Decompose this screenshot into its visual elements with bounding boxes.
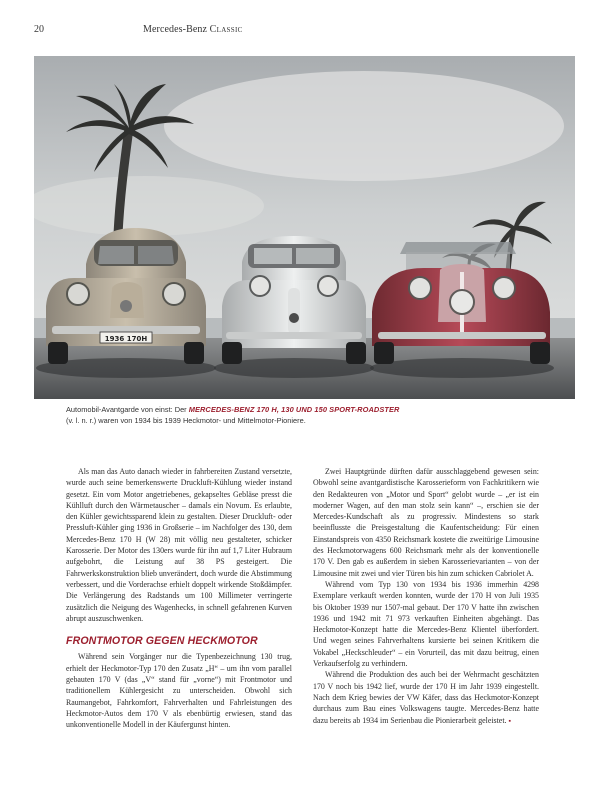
photo-caption [66,404,546,426]
article-column-right [313,466,539,727]
magazine-title-prefix: Mercedes-Benz [143,24,210,35]
end-mark-icon: ▪ [508,716,511,725]
page-number: 20 [34,24,44,35]
paragraph: Während vom Typ 130 von 1934 bis 1936 immerhin 4298 Exemplare verkauft werden konnten, wurde der 170 H von Juli 1935 bis Oktober 1939 nur 1507-mal gebaut. Der 170 V hatte ihn zwischen 1936 und 1942 mit 71 973 verkauften Einheiten abgehängt. Das Heckmotor-Konzept hatte die Mercedes-Benz Klientel überfordert. Und wegen seines Fahrverhaltens kursierte bei seinen Kritikern die Vokabel „Heckschleuder“ – ein Vorurteil, das mit dazu beitrug, einen Verkaufserfolg zu verhindern. [313,579,539,669]
license-plate: 1936 170H [104,335,148,343]
page-header [0,24,609,38]
paragraph: Als man das Auto danach wieder in fahrbereiten Zustand versetzte, wurde auch seine bemerkenswerte Druckluft-Kühlung wieder instand gesetzt. Ein vom Motor angetriebenes, gekapseltes Gebläse presst die Kühlluft durch den Wärmetauscher – damals ein Novum. Es erlaubte, den Kühler gewichtssparend klein zu gestalten. Dieser Druckluft- oder Pressluft-Kühler ging 1936 in Großserie – im Nachfolger des 130, dem Mercedes-Benz 170 H (W 28) mit völlig neu gestalteter, schicker Karosserie. Der Motor des 130ers wurde für ihn auf 1,7 Liter Hubraum aufgebohrt, die Leistung auf 38 PS gesteigert. Die Fahrwerkskonstruktion blieb unverändert, doch wurde die Abstimmung verbessert, und die Vorderachse erhielt doppelt wirkende Stoßdämpfer. Die Verlängerung des Radstands um 100 Millimeter verringerte zusätzlich die Neigung des Wagenhecks, in schnell gefahrenen Kurven abrupt auszuschwenken. [66,467,292,623]
magazine-title-suffix: Classic [209,24,243,35]
article-column-left [66,466,292,731]
vintage-cars-photo [34,56,575,399]
paragraph: Zwei Hauptgründe dürften dafür ausschlaggebend gewesen sein: Obwohl seine avantgardistische Karosserieform von Fachkritikern wie den Redakteuren von „Motor und Sport“ gelobt wurde – „er ist ein moderner Wagen, auf den man stolz sein kann“ –, erschien sie der Mercedes-Kundschaft als zu progressiv. Mindestens so stark beeinflusste die Preisgestaltung die Kaufentscheidung: Für einen Einstandspreis von 4350 Reichsmark kostete die zweitürige Limousine des Heckmotorwagens 600 Reichsmark mehr als der konventionelle 170 V. Den gab es außerdem in sieben Karosserievarianten – von der Limousine mit zwei und vier Türen bis hin zum schicken Cabriolet A. [313,467,539,578]
paragraph-final [313,669,539,726]
caption-tail: (v. l. n. r.) waren von 1934 bis 1939 Heckmotor- und Mittelmotor-Pioniere. [66,416,306,425]
paragraph: Während sein Vorgänger nur die Typenbezeichnung 130 trug, erhielt der Heckmotor-Typ 170 den Zusatz „H“ – um ihn vom parallel gebauten 170 V (das „V“ stand für „vorne“) mit Frontmotor und traditionellem Kühlergesicht zu unterscheiden. Obwohl sich Raumangebot, Fahrkomfort, Fahrverhalten und Fahrleistungen des Heckmotor-Autos dem 170 V als ebenbürtig erwiesen, stand das unkonventionelle Modell in der Käufergunst hinten. [66,652,292,730]
magazine-title [143,24,243,35]
caption-highlight: MERCEDES-BENZ 170 H, 130 UND 150 SPORT-ROADSTER [188,405,400,414]
caption-lead: Automobil-Avantgarde von einst: Der [66,405,189,414]
paragraph-text: Während die Produktion des auch bei der Wehrmacht geschätzten 170 V noch bis 1942 lief, wurde der 170 H im Jahr 1939 eingestellt. Nach dem Krieg bewies der VW Käfer, dass das Heckmotor-Konzept durchaus zum Bau eines Volkswagens taugte. Mercedes-Benz hatte dazu bereits ab 1934 im Serienbau die Pionierarbeit geleistet. [313,670,539,725]
section-subheading: FRONTMOTOR GEGEN HECKMOTOR [66,635,258,648]
